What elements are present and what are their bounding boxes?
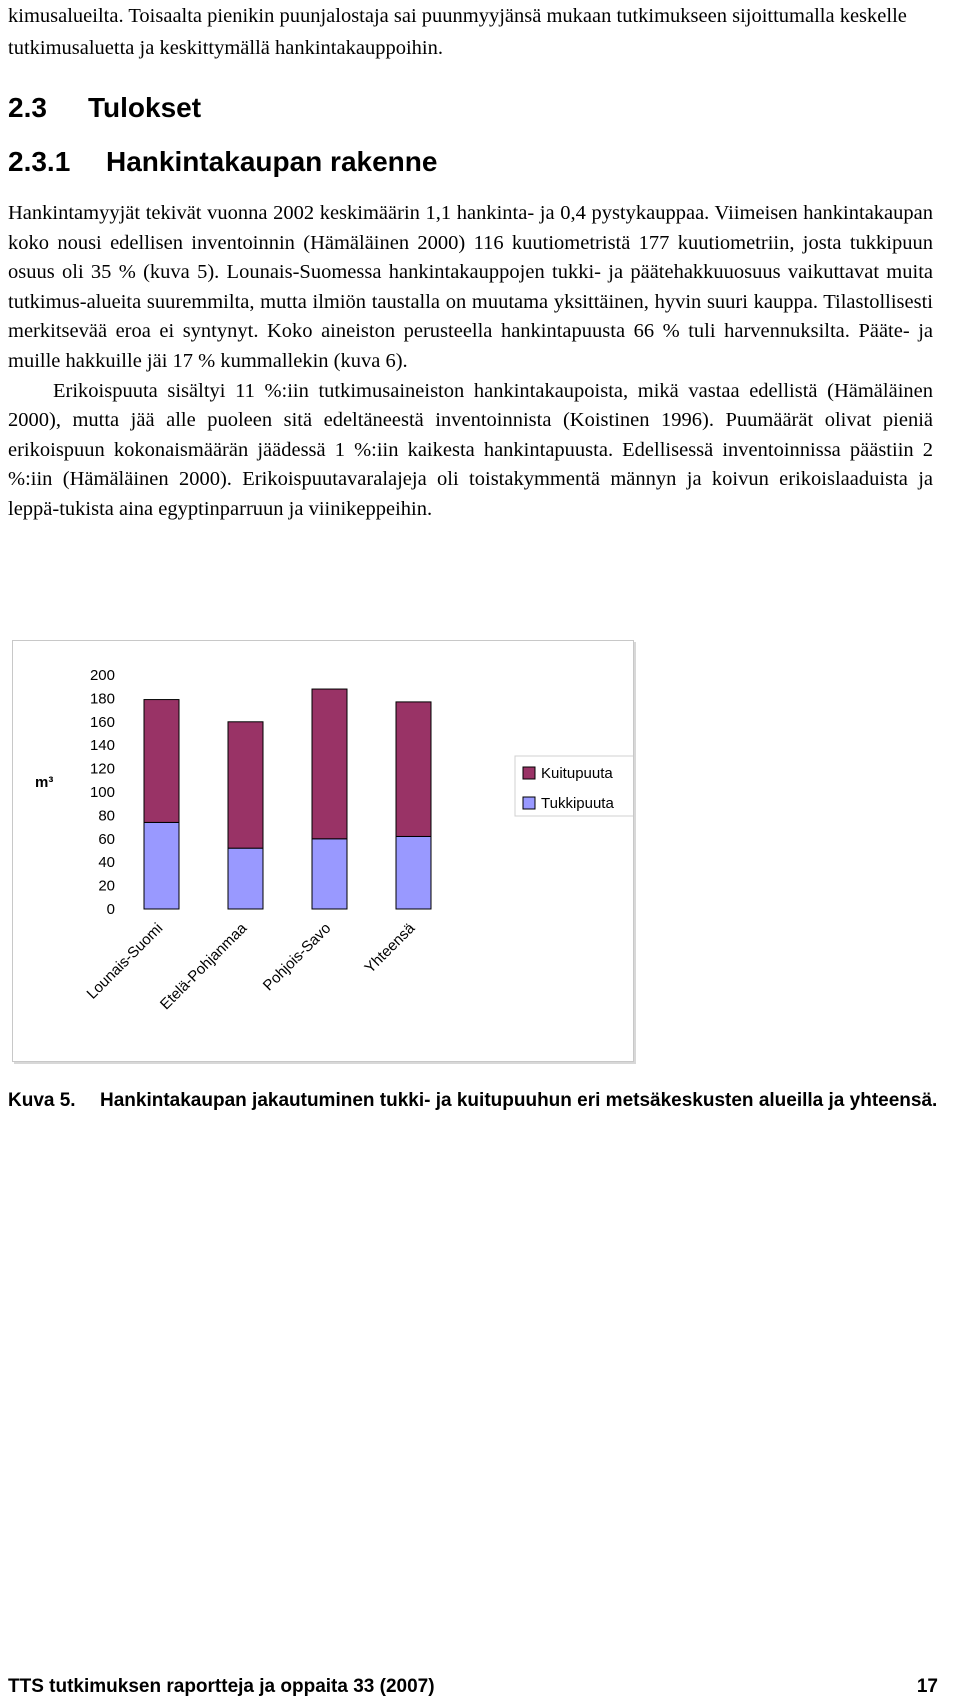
x-category-label: Yhteensä	[361, 919, 419, 977]
stacked-bar-chart	[13, 641, 633, 1061]
y-tick-label: 160	[89, 713, 115, 731]
x-category-label: Pohjois-Savo	[259, 919, 335, 995]
y-tick-label: 180	[89, 690, 115, 708]
subsection-number: 2.3.1	[8, 146, 71, 177]
section-number: 2.3	[8, 92, 47, 123]
bar-segment	[396, 702, 431, 837]
bar-segment	[312, 689, 347, 839]
chart-frame	[12, 640, 634, 1062]
body-paragraph: Erikoispuuta sisältyi 11 %:iin tutkimusaineiston hankintakaupoista, mikä vastaa edellistä (Hämäläinen 2000), mutta jää alle puoleen sitä edeltäneestä inventoinnista (Koistinen 1996). Puumäärät olivat pieniä erikoispuun kokonaismäärän jäädessä 1 %:iin kaikesta hankintapuusta. Edellisessä inventoinnissa päästiin 2 %:iin (Hämäläinen 2000). Erikoispuutavaralajeja oli toistakymmentä männyn ja koivun erikoislaaduista ja leppä-tukista aina egyptinparruun ja viinikeppeihin.	[8, 379, 933, 520]
body-text	[8, 199, 933, 525]
bar-segment	[228, 722, 263, 848]
figure-caption	[8, 1087, 938, 1114]
footer-series-title: TTS tutkimuksen raportteja ja oppaita 33 (2007)	[8, 1676, 435, 1697]
y-tick-label: 20	[98, 877, 115, 895]
section-heading	[8, 92, 201, 124]
y-tick-label: 40	[98, 854, 115, 872]
y-tick-label: 0	[106, 901, 115, 918]
x-category-label: Etelä-Pohjanmaa	[156, 919, 251, 1014]
legend-label: Tukkipuuta	[541, 795, 614, 812]
y-tick-label: 140	[89, 737, 115, 755]
subsection-title: Hankintakaupan rakenne	[106, 146, 438, 177]
bar-segment	[144, 700, 179, 823]
y-tick-label: 120	[89, 760, 115, 778]
y-tick-label: 60	[98, 830, 115, 848]
y-tick-label: 100	[89, 784, 115, 801]
legend-swatch	[523, 797, 535, 809]
body-paragraph: Hankintamyyjät tekivät vuonna 2002 keskimäärin 1,1 hankinta- ja 0,4 pystykauppaa. Viimeisen hankintakaupan koko nousi edellisen inventoinnin (Hämäläinen 2000) 116 kuutiometristä 177 kuutiometriin, josta tukkipuun osuus oli 35 % (kuva 5). Lounais-Suomessa hankintakauppojen tukki- ja päätehakkuuosuus vaikuttavat muita tutkimus-alueita suuremmilta, mutta ilmiön taustalla on muutama yksittäinen, hyvin suuri kauppa. Tilastollisesti merkitsevää eroa ei syntynyt. Koko aineiston perusteella hankintapuusta 66 % tuli harvennuksilta. Pääte- ja muille hakkuille jäi 17 % kummallekin (kuva 6).	[8, 202, 933, 372]
legend-label: Kuitupuuta	[541, 765, 613, 782]
y-tick-label: 80	[98, 807, 115, 825]
page-footer	[8, 1676, 938, 1698]
intro-paragraph: kimusalueilta. Toisaalta pienikin puunjalostaja sai puunmyyjänsä mukaan tutkimukseen sijoittumalla keskelle tutkimusaluetta ja keskittymällä hankintakauppoihin.	[8, 5, 907, 59]
section-title: Tulokset	[88, 92, 202, 123]
subsection-heading	[8, 146, 437, 178]
bar-segment	[312, 839, 347, 909]
bar-segment	[144, 822, 179, 909]
x-category-label: Lounais-Suomi	[83, 919, 167, 1003]
bar-segment	[396, 836, 431, 909]
y-tick-label: 200	[89, 667, 115, 684]
caption-label: Kuva 5.	[8, 1090, 76, 1111]
bar-segment	[228, 848, 263, 909]
caption-text: Hankintakaupan jakautuminen tukki- ja kuitupuuhun eri metsäkeskusten alueilla ja yhteensä.	[100, 1090, 938, 1111]
legend-swatch	[523, 767, 535, 779]
page-number: 17	[916, 1676, 938, 1697]
y-axis-label: m³	[35, 774, 54, 791]
